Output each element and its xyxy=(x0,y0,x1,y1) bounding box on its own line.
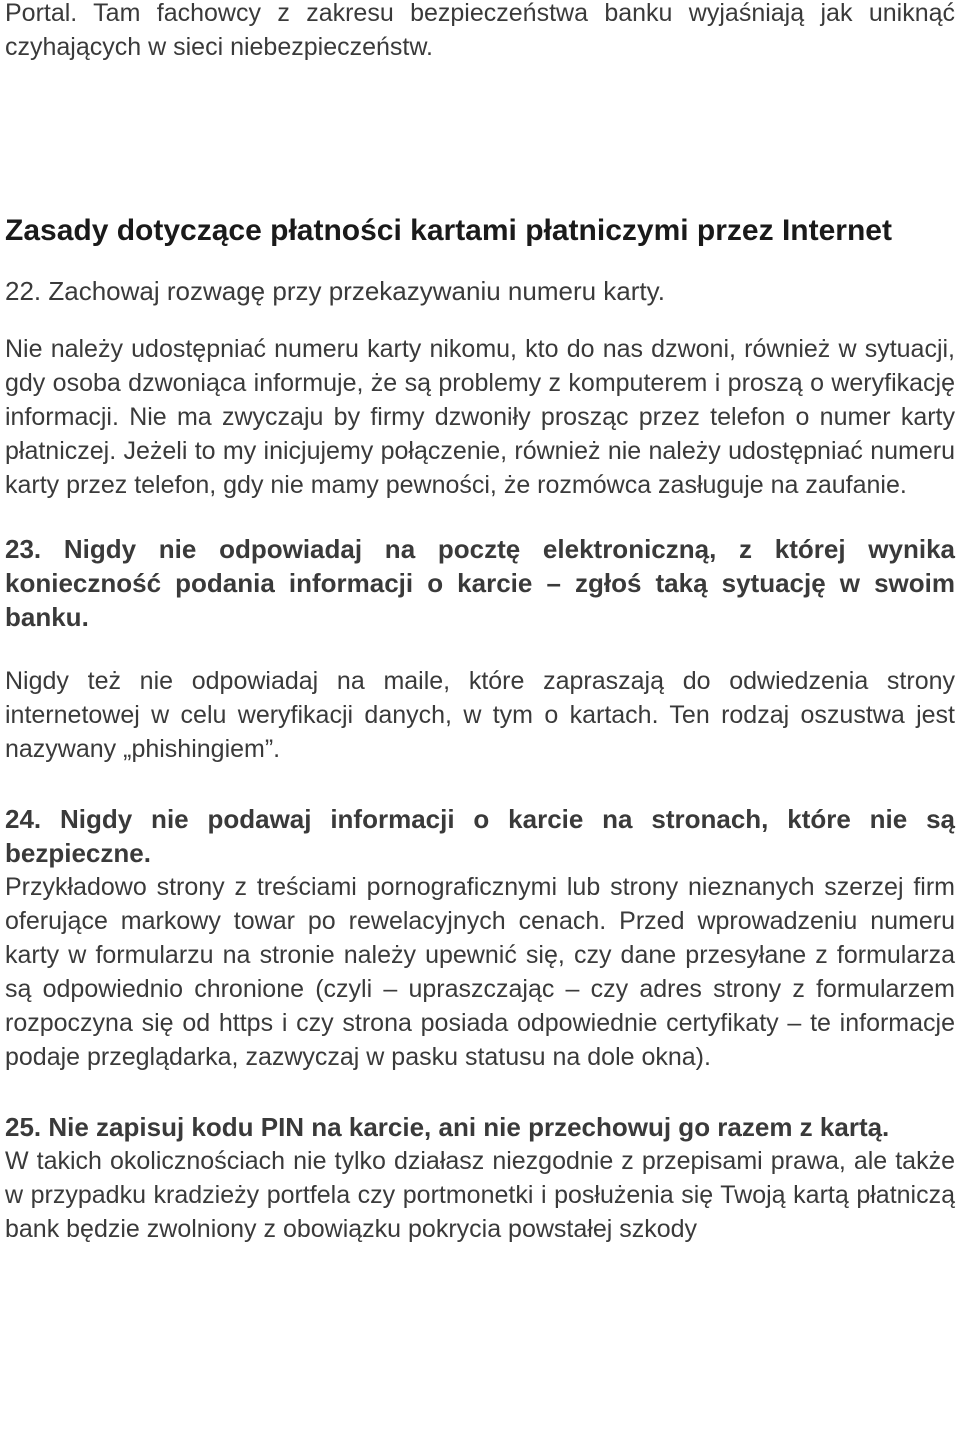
item-24-heading: 24. Nigdy nie podawaj informacji o karcie na stronach, które nie są bezpieczne. xyxy=(5,804,955,868)
item-22-body: Nie należy udostępniać numeru karty nikomu, kto do nas dzwoni, również w sytuacji, gdy osoba dzwoniąca informuje, że są problemy z komputerem i proszą o weryfikację informacji. Nie ma zwyczaju by firmy dzwoniły prosząc przez telefon o numer karty płatniczej. Jeżeli to my inicjujemy połączenie, również nie należy udostępniać numeru karty przez telefon, gdy nie mamy pewności, że rozmówca zasługuje na zaufanie. xyxy=(5,335,955,499)
section-title: Zasady dotyczące płatności kartami płatniczymi przez Internet xyxy=(5,214,892,247)
item-25-heading: 25. Nie zapisuj kodu PIN na karcie, ani nie przechowuj go razem z kartą. xyxy=(5,1112,890,1142)
item-22-heading: 22. Zachowaj rozwagę przy przekazywaniu numeru karty. xyxy=(5,276,665,306)
item-24-body: Przykładowo strony z treściami pornograficznymi lub strony nieznanych szerzej firm oferujące markowy towar po rewelacyjnych cenach. Przed wprowadzeniu numeru karty w formularzu na stronie należy upewnić się, czy dane przesyłane z formularza są odpowiednio chronione (czyli – upraszczając – czy adres strony z formularzem rozpoczyna się od https i czy strona posiada odpowiednie certyfikaty – te informacje podaje przeglądarka, zazwyczaj w pasku statusu na dole okna). xyxy=(5,873,955,1071)
intro-paragraph: Portal. Tam fachowcy z zakresu bezpieczeństwa banku wyjaśniają jak uniknąć czyhających w sieci niebezpieczeństw. xyxy=(5,0,955,61)
item-23-heading: 23. Nigdy nie odpowiadaj na pocztę elektroniczną, z której wynika konieczność podania informacji o karcie – zgłoś taką sytuację w swoim banku. xyxy=(5,534,955,632)
item-25-body: W takich okolicznościach nie tylko działasz niezgodnie z przepisami prawa, ale także w przypadku kradzieży portfela czy portmonetki i posłużenia się Twoją kartą płatniczą bank będzie zwolniony z obowiązku pokrycia powstałej szkody xyxy=(5,1147,955,1243)
item-23-body: Nigdy też nie odpowiadaj na maile, które zapraszają do odwiedzenia strony internetowej w celu weryfikacji danych, w tym o kartach. Ten rodzaj oszustwa jest nazywany „phishingiem”. xyxy=(5,667,955,763)
document-page xyxy=(5,0,955,1246)
